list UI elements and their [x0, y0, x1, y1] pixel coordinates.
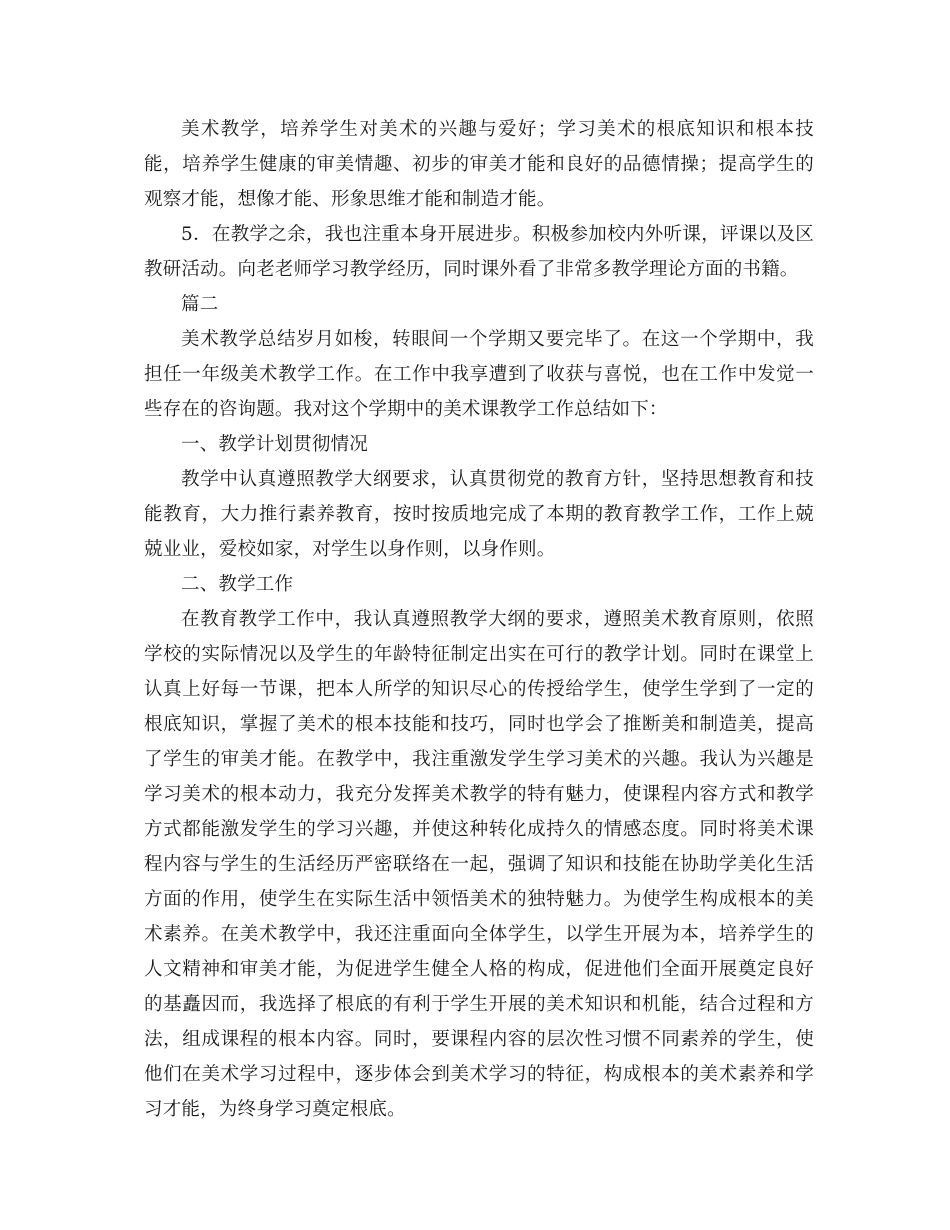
heading-section-1: 一、教学计划贯彻情况: [181, 434, 369, 455]
paragraph-intro: 美术教学总结岁月如梭，转眼间一个学期又要完毕了。在这一个学期中，我担任一年级美术教学工作。在工作中我享遭到了收获与喜悦，也在工作中发觉一些存在的咨询题。我对这个学期中的美术课教学工作总结如下：: [144, 329, 814, 420]
paragraph-item-5: 5．在教学之余，我也注重本身开展进步。积极参加校内外听课，评课以及区教研活动。向老老师学习教学经历，同时课外看了非常多教学理论方面的书籍。: [144, 224, 814, 280]
heading-section-2: 二、教学工作: [181, 574, 294, 595]
document-body: [144, 112, 814, 1127]
paragraph-section-1: 教学中认真遵照教学大纲要求，认真贯彻党的教育方针，坚持思想教育和技能教育，大力推行素养教育，按时按质地完成了本期的教育教学工作，工作上兢兢业业，爱校如家，对学生以身作则，以身作则。: [144, 469, 814, 560]
heading-part-two: 篇二: [181, 294, 219, 315]
paragraph-art-goals: 美术教学，培养学生对美术的兴趣与爱好；学习美术的根底知识和根本技能，培养学生健康的审美情趣、初步的审美才能和良好的品德情操；提高学生的观察才能，想像才能、形象思维才能和制造才能。: [144, 119, 814, 210]
paragraph-section-2: 在教育教学工作中，我认真遵照教学大纲的要求，遵照美术教育原则，依照学校的实际情况以及学生的年龄特征制定出实在可行的教学计划。同时在课堂上认真上好每一节课，把本人所学的知识尽心的传授给学生，使学生学到了一定的根底知识，掌握了美术的根本技能和技巧，同时也学会了推断美和制造美，提高了学生的审美才能。在教学中，我注重激发学生学习美术的兴趣。我认为兴趣是学习美术的根本动力，我充分发挥美术教学的特有魅力，使课程内容方式和教学方式都能激发学生的学习兴趣，并使这种转化成持久的情感态度。同时将美术课程内容与学生的生活经历严密联络在一起，强调了知识和技能在协助学美化生活方面的作用，使学生在实际生活中领悟美术的独特魅力。为使学生构成根本的美术素养。在美术教学中，我还注重面向全体学生，以学生开展为本，培养学生的人文精神和审美才能，为促进学生健全人格的构成，促进他们全面开展奠定良好的基矗因而，我选择了根底的有利于学生开展的美术知识和机能，结合过程和方法，组成课程的根本内容。同时，要课程内容的层次性习惯不同素养的学生，使他们在美术学习过程中，逐步体会到美术学习的特征，构成根本的美术素养和学习才能，为终身学习奠定根底。: [144, 609, 814, 1120]
